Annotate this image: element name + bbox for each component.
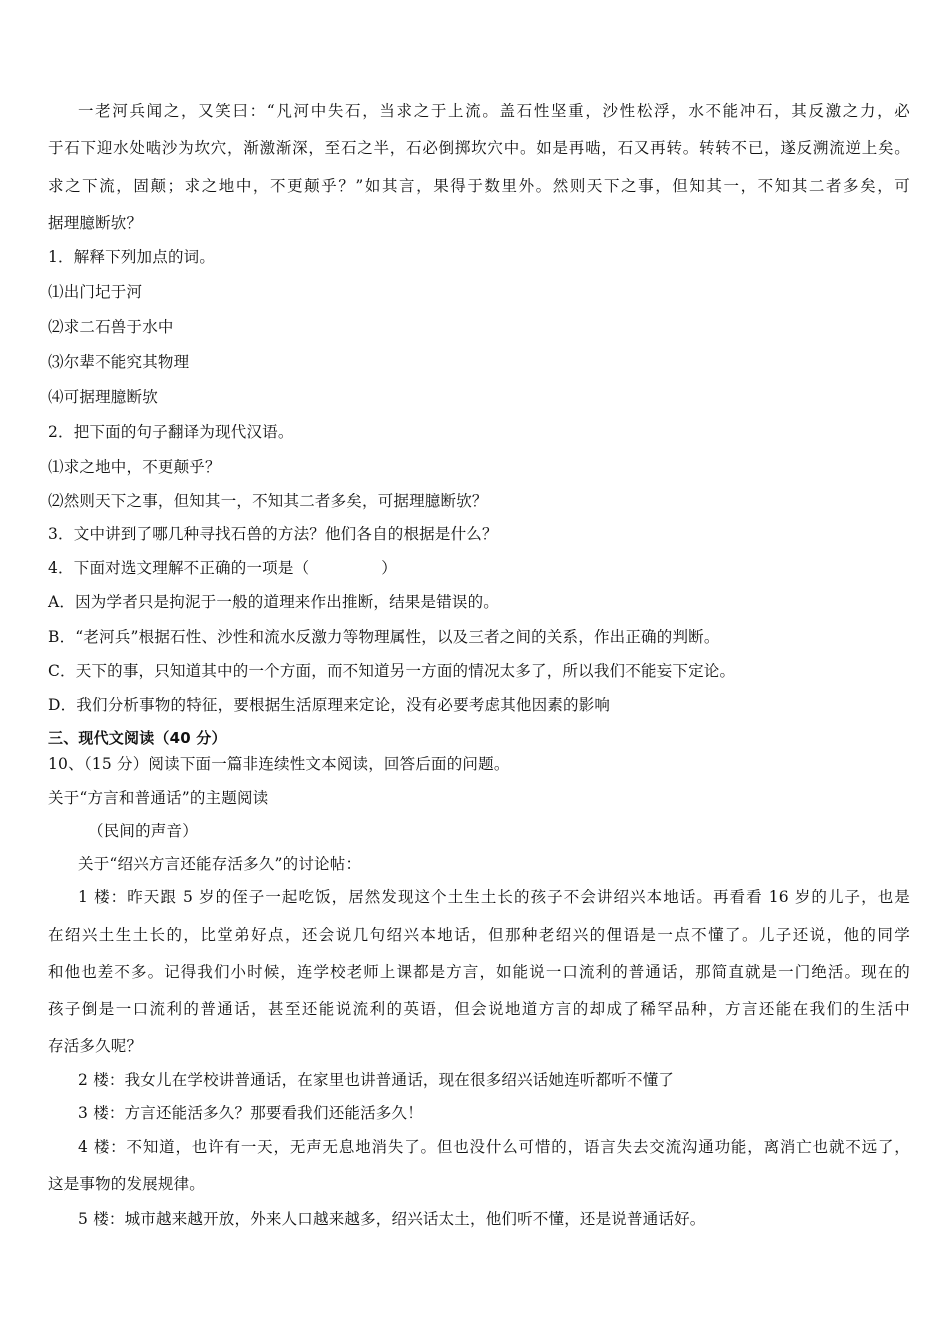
question-10-stem: 10、（15 分）阅读下面一篇非连续性文本阅读，回答后面的问题。 xyxy=(48,755,510,773)
option-a: A．因为学者只是拘泥于一般的道理来作出推断，结果是错误的。 xyxy=(48,593,499,611)
passage-line-3: 求之下流，固颠；求之地中，不更颠乎？”如其言，果得于数里外。然则天下之事，但知其一，不知其二者多矣，可 xyxy=(48,177,910,195)
thread-title: 关于“绍兴方言还能存活多久”的讨论帖： xyxy=(78,855,362,873)
floor-1-line-1: 1 楼：昨天跟 5 岁的侄子一起吃饭，居然发现这个土生土长的孩子不会讲绍兴本地话。再看看 16 岁的儿子，也是 xyxy=(78,888,910,906)
question-3-stem: 3．文中讲到了哪几种寻找石兽的方法？他们各自的根据是什么？ xyxy=(48,525,498,543)
option-c: C．天下的事，只知道其中的一个方面，而不知道另一方面的情况太多了，所以我们不能妄下定论。 xyxy=(48,662,736,680)
question-2-item-2: ⑵然则天下之事，但知其一，不知其二者多矣，可据理臆断欤？ xyxy=(48,492,488,510)
passage-line-2: 于石下迎水处啮沙为坎穴，渐激渐深，至石之半，石必倒掷坎穴中。如是再啮，石又再转。转转不已，遂反溯流逆上矣。 xyxy=(48,139,910,157)
section-heading: 三、现代文阅读（40 分） xyxy=(48,729,227,747)
question-4-stem xyxy=(48,558,910,578)
topic-title: 关于“方言和普通话”的主题阅读 xyxy=(48,789,269,807)
floor-2: 2 楼：我女儿在学校讲普通话，在家里也讲普通话，现在很多绍兴话她连听都听不懂了 xyxy=(78,1071,675,1089)
passage-line-4: 据理臆断欤？ xyxy=(48,214,143,232)
question-1-item-3: ⑶尔辈不能究其物理 xyxy=(48,353,190,371)
question-4-stem-open: 4．下面对选文理解不正确的一项是（ xyxy=(48,559,310,577)
question-2-item-1: ⑴求之地中，不更颠乎？ xyxy=(48,458,221,476)
floor-1-line-3: 和他也差不多。记得我们小时候，连学校老师上课都是方言，如能说一口流利的普通话，那简直就是一门绝活。现在的 xyxy=(48,963,910,981)
question-2-stem: 2．把下面的句子翻译为现代汉语。 xyxy=(48,423,294,441)
floor-1-line-4: 孩子倒是一口流利的普通话，甚至还能说流利的英语，但会说地道方言的却成了稀罕品种，方言还能在我们的生活中 xyxy=(48,1000,910,1018)
sub-title: （民间的声音） xyxy=(88,822,198,840)
floor-5: 5 楼：城市越来越开放，外来人口越来越多，绍兴话太土，他们听不懂，还是说普通话好。 xyxy=(78,1210,706,1228)
question-1-item-4: ⑷可据理臆断欤 xyxy=(48,388,158,406)
floor-4-line-1: 4 楼：不知道，也许有一天，无声无息地消失了。但也没什么可惜的，语言失去交流沟通功能，离消亡也就不远了， xyxy=(78,1138,910,1156)
floor-4-line-2: 这是事物的发展规律。 xyxy=(48,1175,206,1193)
floor-1-line-5: 存活多久呢？ xyxy=(48,1037,143,1055)
passage-line-1: 一老河兵闻之，又笑曰：“凡河中失石，当求之于上流。盖石性坚重，沙性松浮，水不能冲石，其反激之力，必 xyxy=(78,102,910,120)
question-1-stem: 1．解释下列加点的词。 xyxy=(48,248,216,266)
option-b: B．“老河兵”根据石性、沙性和流水反激力等物理属性，以及三者之间的关系，作出正确的判断。 xyxy=(48,628,720,646)
floor-1-line-2: 在绍兴土生土长的，比堂弟好点，还会说几句绍兴本地话，但那种老绍兴的俚语是一点不懂了。儿子还说，他的同学 xyxy=(48,926,910,944)
question-1-item-1: ⑴出门圮于河 xyxy=(48,283,143,301)
option-d: D．我们分析事物的特征，要根据生活原理来定论，没有必要考虑其他因素的影响 xyxy=(48,696,611,714)
question-4-stem-close: ） xyxy=(381,559,397,577)
question-1-item-2: ⑵求二石兽于水中 xyxy=(48,318,174,336)
floor-3: 3 楼：方言还能活多久？那要看我们还能活多久！ xyxy=(78,1104,423,1122)
